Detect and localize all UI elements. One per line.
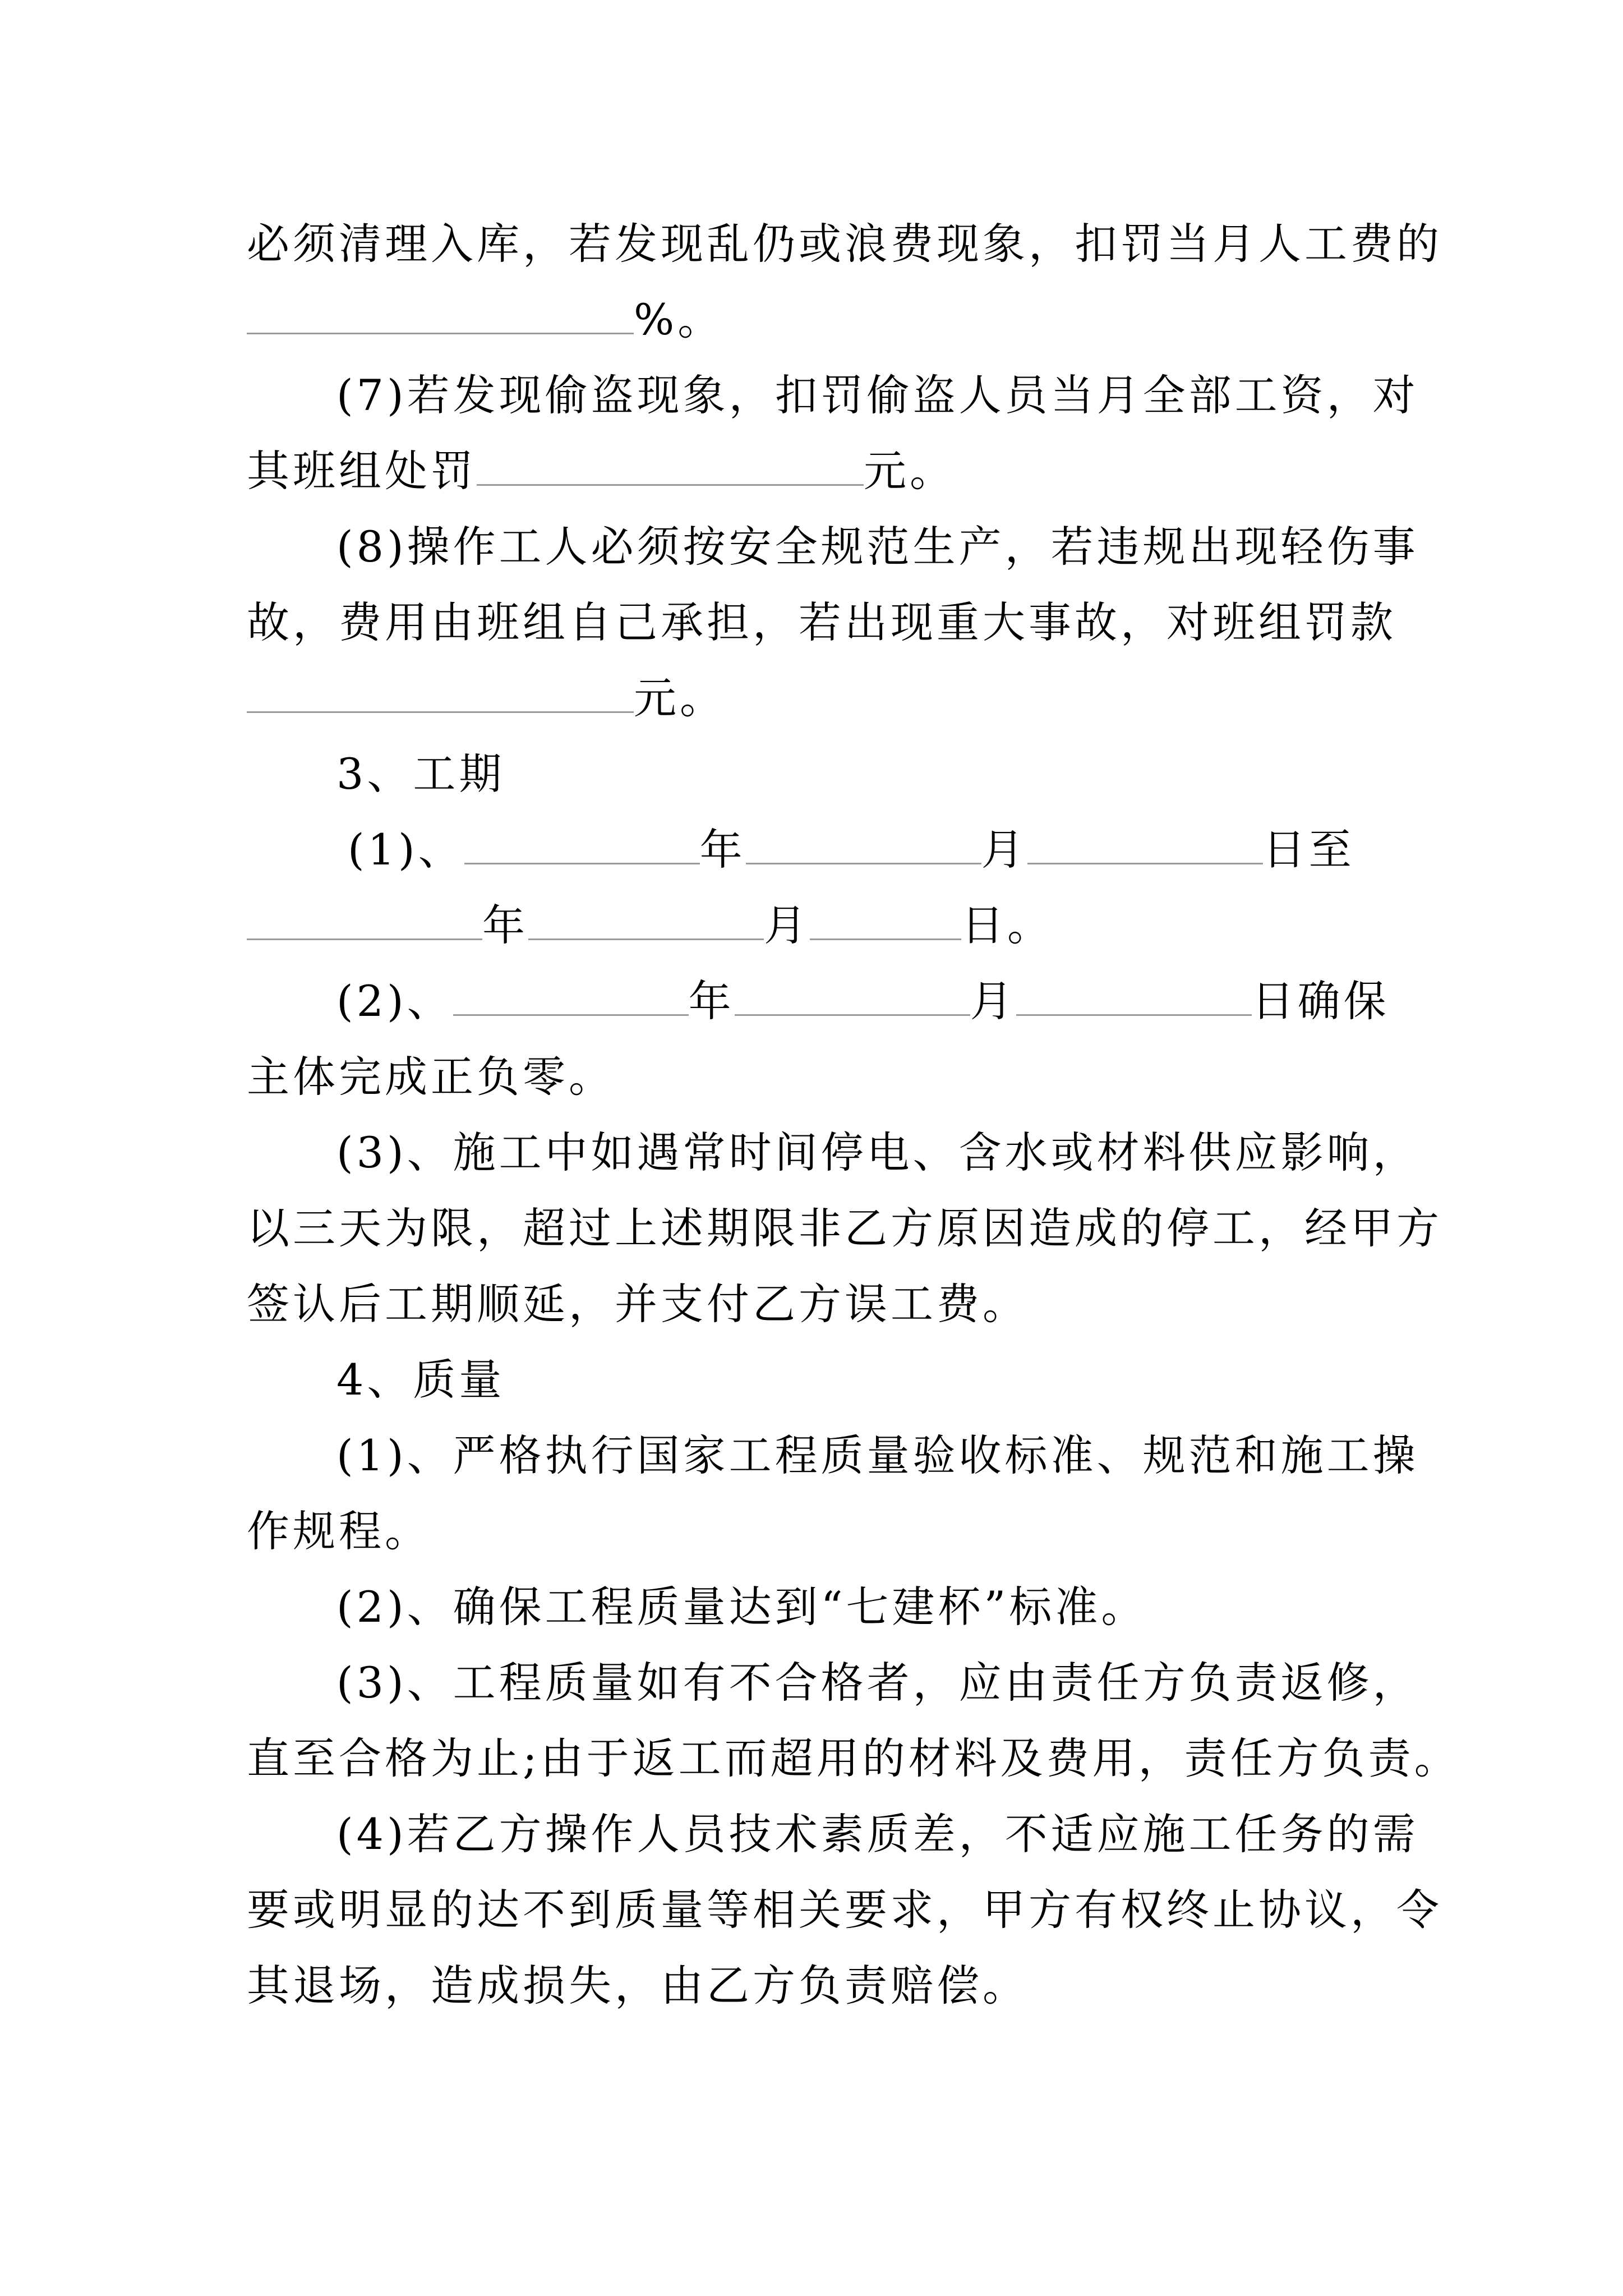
text-line: [247, 292, 723, 348]
line-text: (2)、确保工程质量达到“七建杯”标准。: [336, 1582, 1147, 1632]
line-text: (3)、工程质量如有不合格者，应由责任方负责返修，: [336, 1658, 1419, 1708]
text-line: [247, 1276, 1029, 1332]
line-text: 日确保: [1251, 976, 1390, 1026]
line-text: (3)、施工中如遇常时间停电、含水或材料供应影响，: [336, 1128, 1419, 1177]
fill-blank: [247, 904, 482, 940]
line-text: (1)、: [348, 825, 464, 875]
line-text: 月: [970, 976, 1016, 1026]
text-line: [247, 1882, 1442, 1938]
text-line: [247, 898, 1053, 954]
text-line: [247, 216, 1442, 272]
fill-blank: [735, 979, 970, 1016]
line-text: 以三天为限，超过上述期限非乙方原因造成的停工，经甲方: [247, 1203, 1442, 1253]
line-text: 故，费用由班组自己承担，若出现重大事故，对班组罚款: [247, 597, 1396, 647]
line-text: 年: [699, 825, 746, 875]
line-text: 要或明显的达不到质量等相关要求，甲方有权终止协议，令: [247, 1885, 1442, 1935]
line-text: 必须清理入库，若发现乱仍或浪费现象，扣罚当月人工费的: [247, 219, 1442, 269]
line-text: 其班组处罚: [247, 446, 477, 496]
fill-blank: [528, 904, 764, 940]
fill-blank: [810, 904, 961, 940]
line-text: 元。: [634, 673, 726, 723]
line-text: 年: [482, 900, 528, 950]
line-text: (2)、: [336, 976, 453, 1026]
line-text: 作规程。: [247, 1506, 431, 1556]
text-line: [247, 1503, 431, 1559]
line-text: %。: [634, 295, 724, 344]
line-text: 年: [688, 976, 735, 1026]
fill-blank: [1016, 979, 1252, 1016]
text-line: [247, 595, 1396, 651]
fill-blank: [746, 828, 981, 864]
line-text: 日至: [1262, 825, 1355, 875]
text-line: [247, 1731, 1460, 1787]
line-text: 日。: [961, 900, 1053, 950]
text-line: [247, 443, 956, 499]
text-line: [247, 1200, 1442, 1257]
line-text: (7)若发现偷盗现象，扣罚偷盗人员当月全部工资，对: [336, 370, 1419, 420]
text-line: [247, 670, 726, 726]
line-text: (4)若乙方操作人员技术素质差，不适应施工任务的需: [336, 1809, 1419, 1859]
line-text: 元。: [864, 446, 956, 496]
text-line: [336, 973, 1390, 1029]
line-text: (1)、严格执行国家工程质量验收标准、规范和施工操: [336, 1430, 1419, 1480]
text-line: [336, 1125, 1419, 1181]
text-line: [336, 519, 1419, 575]
fill-blank: [453, 979, 689, 1016]
line-text: (8)操作工人必须按安全规范生产，若违规出现轻伤事: [336, 522, 1419, 572]
text-line: [336, 1806, 1419, 1862]
fill-blank: [247, 677, 634, 713]
text-line: [247, 1049, 615, 1105]
fill-blank: [464, 828, 700, 864]
text-line: [336, 367, 1419, 424]
text-line: [348, 822, 1355, 878]
fill-blank: [247, 298, 634, 334]
text-line: [336, 1579, 1147, 1635]
line-text: 月: [764, 900, 810, 950]
line-text: 签认后工期顺延，并支付乙方误工费。: [247, 1279, 1029, 1329]
section-heading: [336, 1352, 505, 1408]
text-line: [247, 1958, 1029, 2014]
fill-blank: [1027, 828, 1263, 864]
line-text: 3、工期: [336, 749, 505, 799]
line-text: 直至合格为止;由于返工而超用的材料及费用，责任方负责。: [247, 1733, 1460, 1783]
fill-blank: [477, 449, 864, 486]
line-text: 其退场，造成损失，由乙方负责赔偿。: [247, 1961, 1029, 2010]
text-line: [336, 1428, 1419, 1484]
line-text: 月: [981, 825, 1027, 875]
text-line: [336, 1655, 1419, 1711]
line-text: 主体完成正负零。: [247, 1052, 615, 1102]
section-heading: [336, 746, 505, 802]
line-text: 4、质量: [336, 1355, 505, 1405]
